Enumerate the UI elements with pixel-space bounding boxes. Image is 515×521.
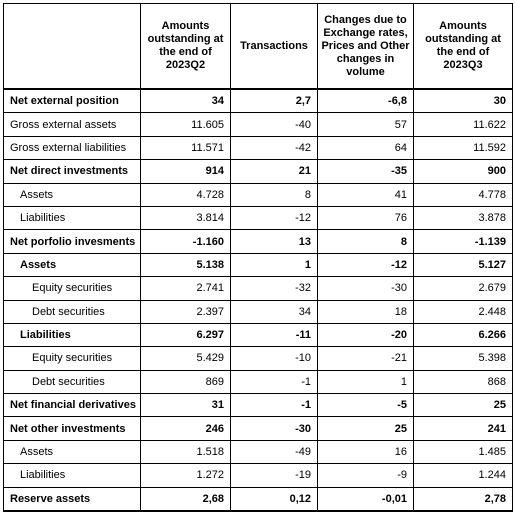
row-label: Reserve assets xyxy=(4,487,141,511)
row-label: Liabilities xyxy=(4,323,141,346)
cell-transactions: -32 xyxy=(231,277,318,300)
cell-other-changes: -5 xyxy=(318,394,414,417)
row-label: Net porfolio invesments xyxy=(4,230,141,253)
cell-outstanding-2023q2: 869 xyxy=(141,370,231,393)
cell-other-changes: -30 xyxy=(318,277,414,300)
cell-other-changes: -35 xyxy=(318,160,414,183)
cell-outstanding-2023q2: -1.160 xyxy=(141,230,231,253)
table-row xyxy=(4,347,513,370)
cell-other-changes: 18 xyxy=(318,300,414,323)
table-row xyxy=(4,440,513,463)
row-label: Equity securities xyxy=(4,347,141,370)
header-cell-outstanding-2023q3: Amounts outstanding at the end of 2023Q3 xyxy=(414,4,513,90)
cell-outstanding-2023q2: 914 xyxy=(141,160,231,183)
cell-other-changes: 1 xyxy=(318,370,414,393)
cell-other-changes: 25 xyxy=(318,417,414,440)
table-row xyxy=(4,206,513,229)
cell-transactions: 13 xyxy=(231,230,318,253)
row-label: Gross external liabilities xyxy=(4,136,141,159)
cell-other-changes: -0,01 xyxy=(318,487,414,511)
cell-other-changes: -21 xyxy=(318,347,414,370)
cell-transactions: 1 xyxy=(231,253,318,276)
table-row xyxy=(4,160,513,183)
cell-other-changes: -20 xyxy=(318,323,414,346)
table-row xyxy=(4,487,513,511)
row-label: Net other investments xyxy=(4,417,141,440)
cell-outstanding-2023q3: 1.244 xyxy=(414,464,513,487)
table-row xyxy=(4,464,513,487)
cell-outstanding-2023q3: 868 xyxy=(414,370,513,393)
cell-transactions: 0,12 xyxy=(231,487,318,511)
cell-outstanding-2023q3: 6.266 xyxy=(414,323,513,346)
cell-transactions: 34 xyxy=(231,300,318,323)
cell-outstanding-2023q3: 5.127 xyxy=(414,253,513,276)
cell-outstanding-2023q2: 246 xyxy=(141,417,231,440)
table-row xyxy=(4,230,513,253)
cell-outstanding-2023q3: 2.679 xyxy=(414,277,513,300)
cell-other-changes: 76 xyxy=(318,206,414,229)
cell-other-changes: -6,8 xyxy=(318,89,414,113)
table-row xyxy=(4,300,513,323)
row-label: Assets xyxy=(4,253,141,276)
cell-outstanding-2023q2: 1.272 xyxy=(141,464,231,487)
cell-other-changes: 16 xyxy=(318,440,414,463)
cell-transactions: -12 xyxy=(231,206,318,229)
row-label: Assets xyxy=(4,183,141,206)
cell-transactions: -19 xyxy=(231,464,318,487)
cell-outstanding-2023q2: 6.297 xyxy=(141,323,231,346)
table-row xyxy=(4,183,513,206)
cell-transactions: -11 xyxy=(231,323,318,346)
cell-transactions: -30 xyxy=(231,417,318,440)
cell-outstanding-2023q3: 2.448 xyxy=(414,300,513,323)
cell-transactions: -1 xyxy=(231,370,318,393)
table-row xyxy=(4,417,513,440)
row-label: Gross external assets xyxy=(4,113,141,136)
cell-outstanding-2023q3: 1.485 xyxy=(414,440,513,463)
table-row xyxy=(4,89,513,113)
table-row xyxy=(4,394,513,417)
cell-outstanding-2023q3: 30 xyxy=(414,89,513,113)
cell-outstanding-2023q2: 2,68 xyxy=(141,487,231,511)
cell-outstanding-2023q3: 5.398 xyxy=(414,347,513,370)
cell-outstanding-2023q3: -1.139 xyxy=(414,230,513,253)
cell-transactions: 8 xyxy=(231,183,318,206)
row-label: Debt securities xyxy=(4,300,141,323)
cell-outstanding-2023q3: 11.592 xyxy=(414,136,513,159)
cell-transactions: -10 xyxy=(231,347,318,370)
table-row xyxy=(4,253,513,276)
table-row xyxy=(4,277,513,300)
cell-outstanding-2023q2: 5.429 xyxy=(141,347,231,370)
row-label: Assets xyxy=(4,440,141,463)
cell-outstanding-2023q3: 900 xyxy=(414,160,513,183)
header-cell-label xyxy=(4,4,141,90)
header-row xyxy=(4,4,513,90)
table-row xyxy=(4,136,513,159)
cell-outstanding-2023q3: 241 xyxy=(414,417,513,440)
header-cell-other-changes: Changes due to Exchange rates, Prices and Other changes in volume xyxy=(318,4,414,90)
cell-outstanding-2023q2: 1.518 xyxy=(141,440,231,463)
header-cell-outstanding-2023q2: Amounts outstanding at the end of 2023Q2 xyxy=(141,4,231,90)
table-row xyxy=(4,370,513,393)
cell-outstanding-2023q2: 4.728 xyxy=(141,183,231,206)
row-label: Net financial derivatives xyxy=(4,394,141,417)
external-position-table xyxy=(3,3,513,512)
cell-transactions: 21 xyxy=(231,160,318,183)
cell-outstanding-2023q2: 11.605 xyxy=(141,113,231,136)
row-label: Net direct investments xyxy=(4,160,141,183)
row-label: Liabilities xyxy=(4,206,141,229)
table-row xyxy=(4,323,513,346)
cell-other-changes: 8 xyxy=(318,230,414,253)
row-label: Equity securities xyxy=(4,277,141,300)
cell-outstanding-2023q3: 4.778 xyxy=(414,183,513,206)
cell-outstanding-2023q2: 34 xyxy=(141,89,231,113)
cell-other-changes: -9 xyxy=(318,464,414,487)
cell-transactions: -49 xyxy=(231,440,318,463)
cell-outstanding-2023q2: 31 xyxy=(141,394,231,417)
cell-outstanding-2023q2: 3.814 xyxy=(141,206,231,229)
table-row xyxy=(4,113,513,136)
cell-outstanding-2023q3: 2,78 xyxy=(414,487,513,511)
cell-outstanding-2023q2: 5.138 xyxy=(141,253,231,276)
cell-outstanding-2023q2: 2.397 xyxy=(141,300,231,323)
external-position-table-container xyxy=(3,3,513,512)
cell-outstanding-2023q3: 25 xyxy=(414,394,513,417)
cell-transactions: -42 xyxy=(231,136,318,159)
cell-transactions: 2,7 xyxy=(231,89,318,113)
cell-other-changes: 64 xyxy=(318,136,414,159)
cell-outstanding-2023q2: 2.741 xyxy=(141,277,231,300)
cell-outstanding-2023q2: 11.571 xyxy=(141,136,231,159)
row-label: Debt securities xyxy=(4,370,141,393)
cell-other-changes: 57 xyxy=(318,113,414,136)
cell-other-changes: -12 xyxy=(318,253,414,276)
cell-outstanding-2023q3: 3.878 xyxy=(414,206,513,229)
row-label: Net external position xyxy=(4,89,141,113)
cell-other-changes: 41 xyxy=(318,183,414,206)
cell-transactions: -40 xyxy=(231,113,318,136)
cell-outstanding-2023q3: 11.622 xyxy=(414,113,513,136)
header-cell-transactions: Transactions xyxy=(231,4,318,90)
cell-transactions: -1 xyxy=(231,394,318,417)
row-label: Liabilities xyxy=(4,464,141,487)
